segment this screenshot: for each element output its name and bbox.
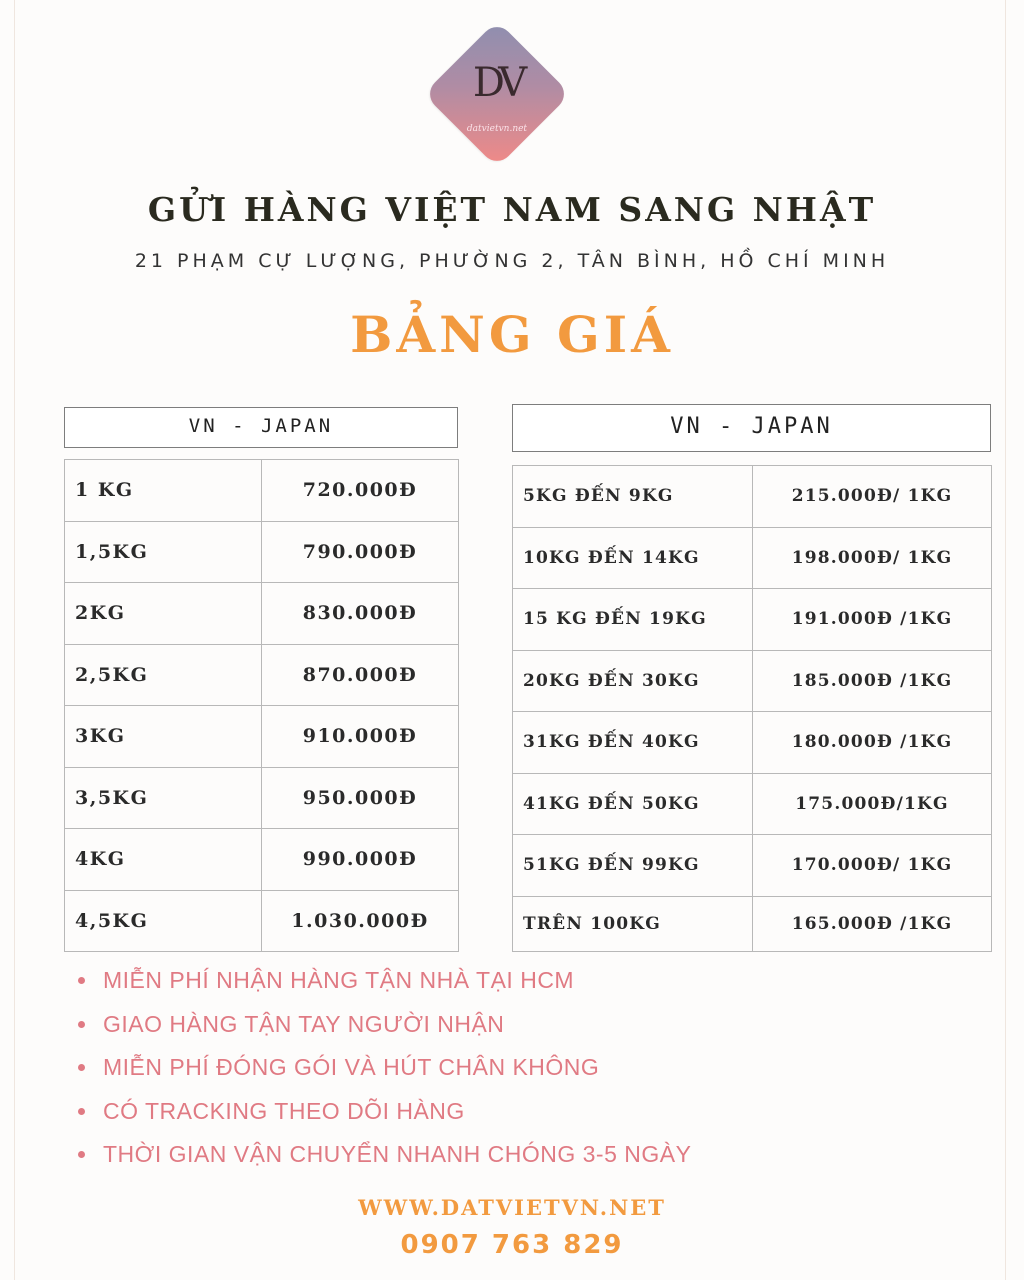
price-cell: 910.000Đ [262, 706, 459, 768]
price-cell: 720.000Đ [262, 460, 459, 522]
table-row [513, 773, 992, 835]
benefit-text: MIỄN PHÍ NHẬN HÀNG TẬN NHÀ TẠI HCM [103, 967, 575, 993]
bullet-icon [78, 1064, 85, 1071]
table-row [513, 527, 992, 589]
weight-cell: 1 KG [65, 460, 262, 522]
list-item [78, 1006, 691, 1050]
list-item [78, 1136, 691, 1180]
price-cell: 1.030.000Đ [262, 890, 459, 952]
list-item [78, 962, 691, 1006]
weight-cell: 2KG [65, 583, 262, 645]
table-row [513, 712, 992, 774]
logo [437, 34, 557, 154]
list-item [78, 1093, 691, 1137]
price-cell: 990.000Đ [262, 829, 459, 891]
table-row [513, 896, 992, 951]
weight-cell: 1,5KG [65, 521, 262, 583]
table-row [513, 650, 992, 712]
price-cell: 191.000Đ /1KG [753, 589, 992, 651]
weight-range-cell: 20KG ĐẾN 30KG [513, 650, 753, 712]
benefit-text: CÓ TRACKING THEO DÕI HÀNG [103, 1097, 465, 1124]
logo-monogram: DV [472, 60, 522, 106]
right-price-table [512, 465, 992, 952]
weight-range-cell: 15 KG ĐẾN 19KG [513, 589, 753, 651]
benefits-list [78, 962, 691, 1180]
table-row [65, 583, 459, 645]
price-cell: 215.000Đ/ 1KG [753, 466, 992, 528]
weight-cell: 3,5KG [65, 767, 262, 829]
price-cell: 175.000Đ/1KG [753, 773, 992, 835]
price-cell: 870.000Đ [262, 644, 459, 706]
list-item [78, 1049, 691, 1093]
left-table-title: VN - JAPAN [64, 407, 458, 448]
price-cell: 950.000Đ [262, 767, 459, 829]
benefit-text: GIAO HÀNG TẬN TAY NGƯỜI NHẬN [103, 1010, 505, 1037]
logo-subtext: datvietvn.net [466, 124, 528, 134]
right-table-title: VN - JAPAN [512, 404, 991, 452]
benefit-text: MIỄN PHÍ ĐÓNG GÓI VÀ HÚT CHÂN KHÔNG [103, 1054, 600, 1080]
table-row [65, 767, 459, 829]
weight-range-cell: 5KG ĐẾN 9KG [513, 466, 753, 528]
price-cell: 830.000Đ [262, 583, 459, 645]
weight-range-cell: TRÊN 100KG [513, 896, 753, 951]
left-price-table [64, 459, 459, 952]
table-row [65, 460, 459, 522]
table-row [65, 890, 459, 952]
bullet-icon [78, 1021, 85, 1028]
weight-range-cell: 10KG ĐẾN 14KG [513, 527, 753, 589]
address: 21 PHẠM CỰ LƯỢNG, PHƯỜNG 2, TÂN BÌNH, HỒ CHÍ MINH [134, 250, 890, 272]
weight-range-cell: 51KG ĐẾN 99KG [513, 835, 753, 897]
page-title: GỬI HÀNG VIỆT NAM SANG NHẬT [147, 190, 877, 229]
bullet-icon [78, 1108, 85, 1115]
table-row [65, 644, 459, 706]
bullet-icon [78, 977, 85, 984]
price-cell: 790.000Đ [262, 521, 459, 583]
price-cell: 165.000Đ /1KG [753, 896, 992, 951]
weight-cell: 2,5KG [65, 644, 262, 706]
weight-cell: 4,5KG [65, 890, 262, 952]
price-cell: 198.000Đ/ 1KG [753, 527, 992, 589]
table-row [513, 835, 992, 897]
price-cell: 170.000Đ/ 1KG [753, 835, 992, 897]
phone-number[interactable]: 0907 763 829 [400, 1230, 624, 1260]
bullet-icon [78, 1151, 85, 1158]
weight-cell: 4KG [65, 829, 262, 891]
weight-range-cell: 41KG ĐẾN 50KG [513, 773, 753, 835]
table-row [65, 521, 459, 583]
weight-range-cell: 31KG ĐẾN 40KG [513, 712, 753, 774]
table-row [65, 706, 459, 768]
website-link[interactable]: WWW.DATVIETVN.NET [358, 1195, 666, 1220]
table-row [513, 589, 992, 651]
weight-cell: 3KG [65, 706, 262, 768]
table-row [513, 466, 992, 528]
price-cell: 180.000Đ /1KG [753, 712, 992, 774]
price-list-heading: BẢNG GIÁ [350, 305, 674, 364]
table-row [65, 829, 459, 891]
benefit-text: THỜI GIAN VẬN CHUYỂN NHANH CHÓNG 3-5 NGÀY [103, 1141, 692, 1167]
price-cell: 185.000Đ /1KG [753, 650, 992, 712]
